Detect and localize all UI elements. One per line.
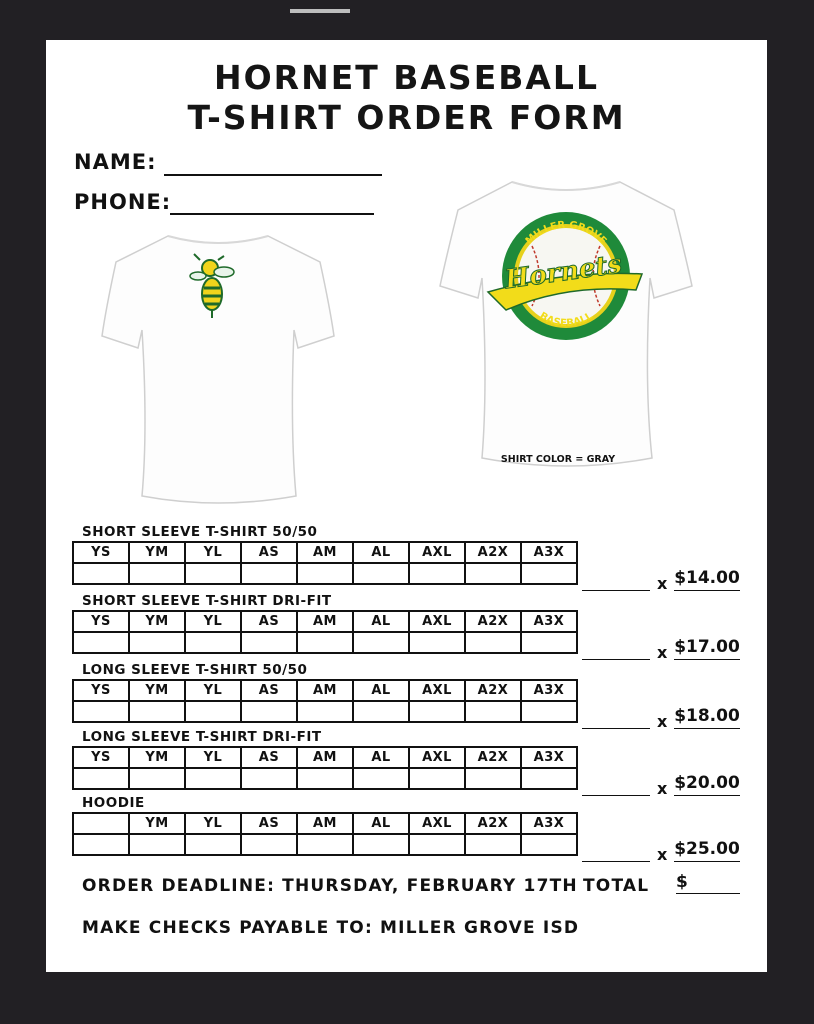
quantity-cell[interactable]	[409, 563, 465, 584]
order-deadline: ORDER DEADLINE: THURSDAY, FEBRUARY 17TH	[82, 876, 578, 896]
form-title-line2: T-SHIRT ORDER FORM	[187, 98, 626, 137]
unit-price: $20.00	[674, 773, 740, 796]
subtotal-quantity-line[interactable]	[582, 861, 650, 862]
size-table	[72, 679, 578, 723]
quantity-cell[interactable]	[297, 768, 353, 789]
quantity-cell[interactable]	[465, 632, 521, 653]
quantity-cell[interactable]	[521, 701, 577, 722]
size-table	[72, 746, 578, 790]
size-header-row	[73, 813, 577, 834]
quantity-cell[interactable]	[465, 768, 521, 789]
size-header-cell: AS	[241, 611, 297, 632]
size-header-cell: AM	[297, 747, 353, 768]
quantity-cell[interactable]	[353, 632, 409, 653]
quantity-row	[73, 701, 577, 722]
quantity-cell[interactable]	[521, 632, 577, 653]
size-header-cell: AXL	[409, 680, 465, 701]
logo-script-text: Hornets	[503, 249, 624, 296]
shirt-back-image	[98, 228, 338, 512]
quantity-cell[interactable]	[241, 632, 297, 653]
quantity-cell[interactable]	[353, 768, 409, 789]
quantity-row	[73, 563, 577, 584]
size-header-cell: YL	[185, 611, 241, 632]
size-header-cell: AS	[241, 747, 297, 768]
quantity-cell[interactable]	[73, 632, 129, 653]
unit-price: $25.00	[674, 839, 740, 862]
total-currency: $	[676, 872, 690, 892]
size-header-cell: AL	[353, 747, 409, 768]
checks-payable: MAKE CHECKS PAYABLE TO: MILLER GROVE ISD	[82, 918, 580, 938]
multiply-sign: x	[657, 643, 668, 662]
size-header-cell: AXL	[409, 747, 465, 768]
quantity-cell[interactable]	[465, 563, 521, 584]
size-header-cell: AS	[241, 813, 297, 834]
multiply-sign: x	[657, 712, 668, 731]
size-header-cell: A2X	[465, 680, 521, 701]
unit-price: $18.00	[674, 706, 740, 729]
quantity-cell[interactable]	[353, 701, 409, 722]
quantity-cell[interactable]	[241, 563, 297, 584]
size-header-cell: AL	[353, 542, 409, 563]
form-title-line1: HORNET BASEBALL	[214, 58, 599, 97]
size-header-cell: YM	[129, 680, 185, 701]
size-header-cell: AM	[297, 611, 353, 632]
shirt-front-image	[438, 174, 694, 478]
quantity-cell[interactable]	[521, 834, 577, 855]
multiply-sign: x	[657, 845, 668, 864]
size-header-cell: YL	[185, 747, 241, 768]
name-field[interactable]	[164, 174, 382, 176]
size-header-cell: YL	[185, 680, 241, 701]
size-header-cell: YM	[129, 747, 185, 768]
quantity-cell[interactable]	[409, 632, 465, 653]
size-header-cell: YM	[129, 542, 185, 563]
quantity-cell[interactable]	[465, 834, 521, 855]
section-label: HOODIE	[82, 795, 145, 811]
size-header-cell: AXL	[409, 611, 465, 632]
name-label: NAME:	[74, 150, 157, 174]
size-header-cell: YS	[73, 680, 129, 701]
quantity-row	[73, 632, 577, 653]
quantity-cell[interactable]	[297, 834, 353, 855]
size-header-cell: A2X	[465, 813, 521, 834]
section-label: SHORT SLEEVE T-SHIRT DRI-FIT	[82, 593, 332, 609]
quantity-cell[interactable]	[73, 834, 129, 855]
size-table	[72, 541, 578, 585]
size-header-cell: AS	[241, 680, 297, 701]
logo-top-text: MILLER GROVE	[523, 219, 609, 247]
size-header-cell: A3X	[521, 611, 577, 632]
top-edge-strip	[290, 0, 350, 6]
quantity-cell[interactable]	[241, 834, 297, 855]
quantity-cell[interactable]	[185, 701, 241, 722]
size-header-cell: YM	[129, 813, 185, 834]
subtotal-quantity-line[interactable]	[582, 659, 650, 660]
quantity-cell[interactable]	[129, 632, 185, 653]
size-header-cell: YL	[185, 813, 241, 834]
quantity-cell[interactable]	[73, 768, 129, 789]
order-form-page	[46, 40, 767, 972]
quantity-row	[73, 768, 577, 789]
size-header-cell: AM	[297, 813, 353, 834]
size-header-row	[73, 542, 577, 563]
total-label: TOTAL	[583, 876, 650, 896]
size-header-cell: AM	[297, 680, 353, 701]
quantity-cell[interactable]	[409, 834, 465, 855]
quantity-cell[interactable]	[409, 701, 465, 722]
size-header-cell: YS	[73, 542, 129, 563]
size-header-cell: AS	[241, 542, 297, 563]
quantity-cell[interactable]	[297, 701, 353, 722]
size-header-cell: A3X	[521, 542, 577, 563]
size-table	[72, 812, 578, 856]
quantity-row	[73, 834, 577, 855]
size-header-cell: AL	[353, 611, 409, 632]
size-header-cell: A3X	[521, 747, 577, 768]
total-field[interactable]	[676, 872, 740, 894]
size-header-cell: YS	[73, 611, 129, 632]
quantity-cell[interactable]	[465, 701, 521, 722]
size-header-cell: YM	[129, 611, 185, 632]
size-header-cell: AL	[353, 813, 409, 834]
size-header-cell: YL	[185, 542, 241, 563]
quantity-cell[interactable]	[185, 768, 241, 789]
size-header-cell: A2X	[465, 542, 521, 563]
quantity-cell[interactable]	[353, 563, 409, 584]
quantity-cell[interactable]	[241, 768, 297, 789]
size-header-row	[73, 747, 577, 768]
shirt-color-note: SHIRT COLOR = GRAY	[500, 454, 616, 465]
quantity-cell[interactable]	[129, 834, 185, 855]
quantity-cell[interactable]	[73, 563, 129, 584]
quantity-cell[interactable]	[297, 563, 353, 584]
unit-price: $17.00	[674, 637, 740, 660]
size-header-cell: AL	[353, 680, 409, 701]
size-header-cell: AM	[297, 542, 353, 563]
size-header-row	[73, 611, 577, 632]
quantity-cell[interactable]	[185, 563, 241, 584]
quantity-cell[interactable]	[521, 768, 577, 789]
subtotal-quantity-line[interactable]	[582, 728, 650, 729]
quantity-cell[interactable]	[73, 701, 129, 722]
size-header-cell: A3X	[521, 680, 577, 701]
quantity-cell[interactable]	[129, 768, 185, 789]
size-header-cell: A2X	[465, 611, 521, 632]
size-header-cell: A3X	[521, 813, 577, 834]
size-header-cell: A2X	[465, 747, 521, 768]
unit-price: $14.00	[674, 568, 740, 591]
quantity-cell[interactable]	[129, 701, 185, 722]
size-header-cell	[73, 813, 129, 834]
quantity-cell[interactable]	[353, 834, 409, 855]
quantity-cell[interactable]	[185, 834, 241, 855]
subtotal-quantity-line[interactable]	[582, 590, 650, 591]
phone-field[interactable]	[170, 213, 374, 215]
multiply-sign: x	[657, 779, 668, 798]
size-header-row	[73, 680, 577, 701]
quantity-cell[interactable]	[409, 768, 465, 789]
quantity-cell[interactable]	[129, 563, 185, 584]
size-header-cell: YS	[73, 747, 129, 768]
size-table	[72, 610, 578, 654]
section-label: LONG SLEEVE T-SHIRT 50/50	[82, 662, 308, 678]
phone-label: PHONE:	[74, 190, 172, 214]
size-header-cell: AXL	[409, 813, 465, 834]
quantity-cell[interactable]	[241, 701, 297, 722]
quantity-cell[interactable]	[521, 563, 577, 584]
logo-bottom-text: BASEBALL	[537, 310, 595, 330]
section-label: LONG SLEEVE T-SHIRT DRI-FIT	[82, 729, 322, 745]
quantity-cell[interactable]	[185, 632, 241, 653]
multiply-sign: x	[657, 574, 668, 593]
quantity-cell[interactable]	[297, 632, 353, 653]
section-label: SHORT SLEEVE T-SHIRT 50/50	[82, 524, 318, 540]
size-header-cell: AXL	[409, 542, 465, 563]
subtotal-quantity-line[interactable]	[582, 795, 650, 796]
